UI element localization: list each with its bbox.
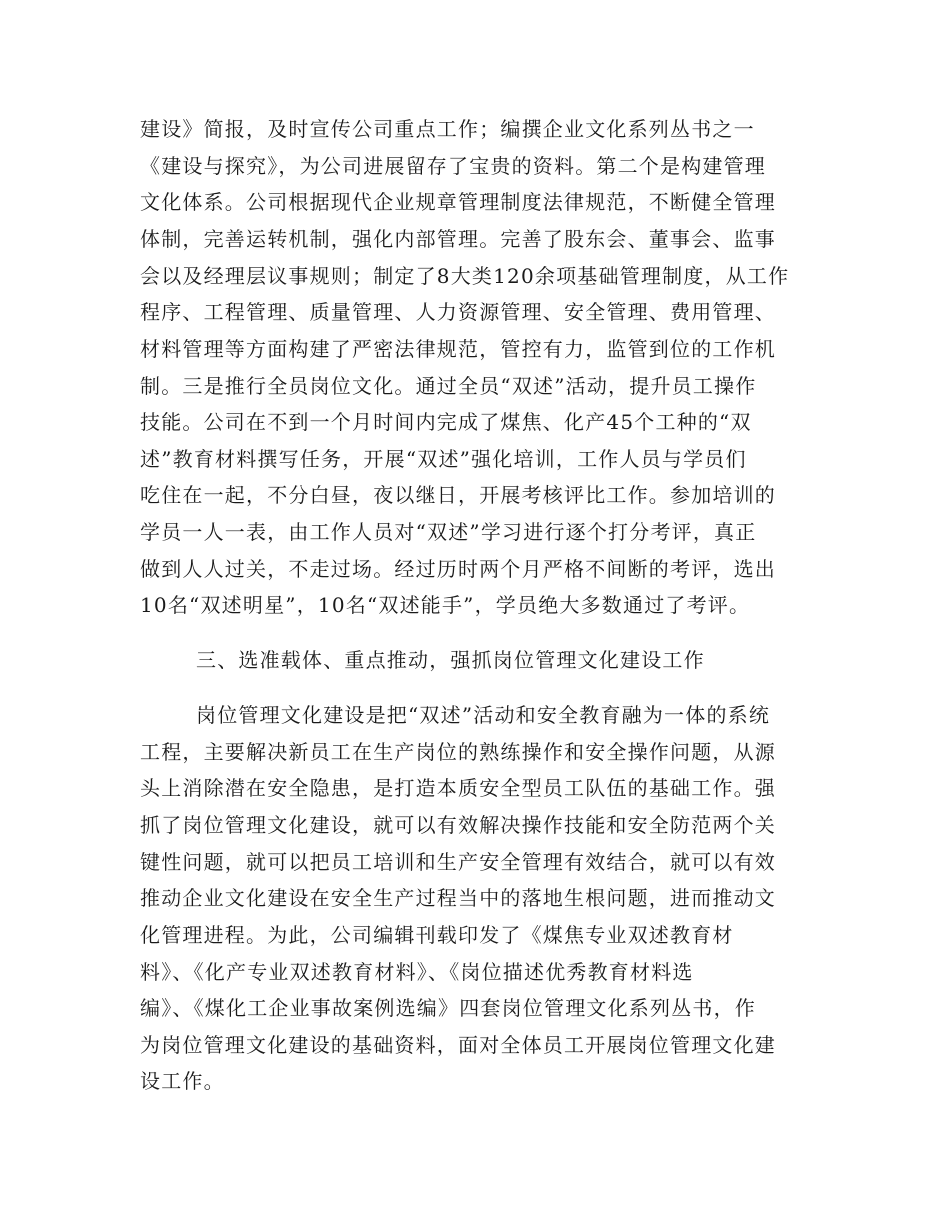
text-line: 化管理进程。为此，公司编辑刊载印发了《煤焦专业双述教育材: [140, 923, 734, 947]
text-line: 推动企业文化建设在安全生产过程当中的落地生根问题，进而推动文: [140, 886, 776, 910]
text-line: 文化体系。公司根据现代企业规章管理制度法律规范，不断健全管理: [140, 190, 776, 214]
text-line: 工程，主要解决新员工在生产岗位的熟练操作和安全操作问题，从源: [140, 740, 776, 764]
text-line: 键性问题，就可以把员工培训和生产安全管理有效结合，就可以有效: [140, 850, 776, 874]
text-line: 吃住在一起，不分白昼，夜以继日，开展考核评比工作。参加培训的: [140, 483, 776, 507]
text-line: 技能。公司在不到一个月时间内完成了煤焦、化产45个工种的“双: [140, 410, 752, 434]
text-line: 述”教育材料撰写任务，开展“双述”强化培训，工作人员与学员们: [140, 447, 747, 471]
text-line: 料》、《化产专业双述教育材料》、《岗位描述优秀教育材料选: [140, 960, 694, 984]
text-line: 会以及经理层议事规则；制定了8大类120余项基础管理制度，从工作: [140, 264, 790, 288]
text-line: 设工作。: [140, 1069, 225, 1093]
paragraph-first-line: 岗位管理文化建设是把“双述”活动和安全教育融为一体的系统: [196, 703, 771, 727]
text-line: 头上消除潜在安全隐患，是打造本质安全型员工队伍的基础工作。强: [140, 776, 776, 800]
text-line: 为岗位管理文化建设的基础资料，面对全体员工开展岗位管理文化建: [140, 1033, 776, 1057]
text-line: 编》、《煤化工企业事故案例选编》四套岗位管理文化系列丛书，作: [140, 996, 756, 1020]
text-line: 体制，完善运转机制，强化内部管理。完善了股东会、董事会、监事: [140, 227, 776, 251]
text-line: 做到人人过关，不走过场。经过历时两个月严格不间断的考评，选出: [140, 557, 776, 581]
text-line: 程序、工程管理、质量管理、人力资源管理、安全管理、费用管理、: [140, 300, 776, 324]
text-line: 抓了岗位管理文化建设，就可以有效解决操作技能和安全防范两个关: [140, 813, 776, 837]
text-line: 材料管理等方面构建了严密法律规范，管控有力，监管到位的工作机: [140, 337, 776, 361]
text-line: 《建设与探究》，为公司进展留存了宝贵的资料。第二个是构建管理: [140, 154, 766, 178]
section-heading: 三、选准载体、重点推动，强抓岗位管理文化建设工作: [196, 648, 705, 672]
text-line: 制。三是推行全员岗位文化。通过全员“双述”活动，提升员工操作: [140, 374, 757, 398]
text-line: 建设》简报，及时宣传公司重点工作；编撰企业文化系列丛书之一: [140, 117, 755, 141]
text-line: 学员一人一表，由工作人员对“双述”学习进行逐个打分考评，真正: [140, 520, 757, 544]
text-line: 10名“双述明星”，10名“双述能手”，学员绝大多数通过了考评。: [140, 593, 751, 617]
